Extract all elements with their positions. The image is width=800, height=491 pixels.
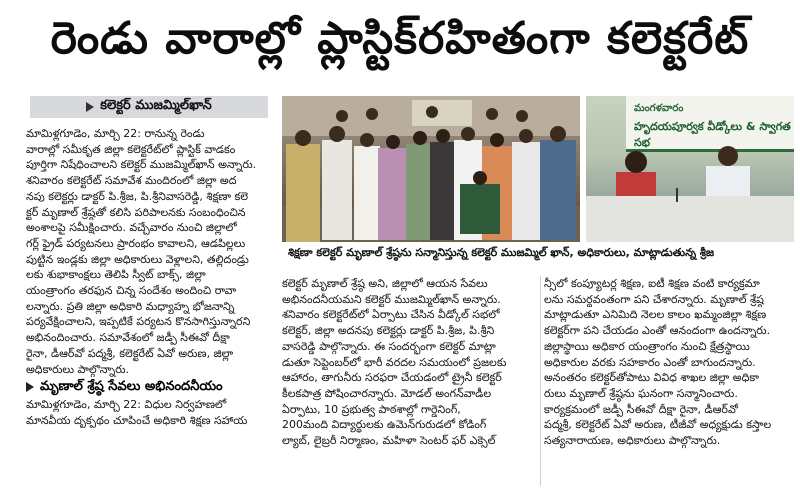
text-line: కలెక్టర్ మృణాల్ శ్రేష్ఠ అని, జిల్లాలో ఆయన సేవలు xyxy=(282,277,488,290)
text-line: పుట్టిన ఇండ్లకు జిల్లా అధికారులు వెళ్లాలని, తల్లిదండ్రు xyxy=(26,252,249,266)
speaker-photo xyxy=(586,96,794,242)
speaker-photo-illustration xyxy=(586,96,794,242)
triangle-bullet-icon xyxy=(86,102,94,112)
text-line: మానవీయ దృక్పథం చూపించే అధికారి శిక్షణ సహాయ xyxy=(26,413,248,427)
text-line: సత్యనారాయణ, అధికారులు పాల్గొన్నారు. xyxy=(544,434,721,448)
triangle-bullet-icon xyxy=(26,382,34,392)
text-line: పద్మశ్రీ, కలెక్టరేట్ ఏవో అరుణ, టీజీవో అధ్యక్షుడు కస్తాల xyxy=(544,418,772,432)
text-line: పూర్తిగా నిషేధించాలని కలెక్టర్ ముజమ్మిల్‌ఖాన్ అన్నారు. xyxy=(26,158,257,172)
photo-caption: శిక్షణా కలెక్టర్ మృణాల్ శ్రేష్ఠను సన్మానిస్తున్న కలెక్టర్ ముజమ్మిల్ ఖాన్, అధికారులు, మాట్లాడుతున్న శ్రీజ xyxy=(282,243,794,265)
text-line: శనివారం కలెక్టరేట్‌లో ఏర్పాటు చేసిన వీడ్కోల్ సభలో xyxy=(282,308,500,322)
text-line: అనంతరం కలెక్టర్‌తోపాటు వివిధ శాఖల జిల్లా అధికా xyxy=(544,371,759,385)
text-line: వారాల్లో సమీకృత జిల్లా కలెక్టరేట్‌లో ప్లాస్టిక్ వాడకం xyxy=(26,142,236,156)
text-line: శనివారం కలెక్టరేట్ సమావేశ మందిరంలో జిల్లా అద xyxy=(26,174,237,188)
text-line: ఆహారం, తాగునీరు సరఫరా చేయడంలో ట్రైనీ కలెక్టర్ xyxy=(282,371,502,385)
text-line: 200మంది విద్యార్థులకు ఉమెన్‌గురుడలో కోడింగ్ xyxy=(282,418,487,432)
text-line: మామిళ్లగూడెం, మార్చి 22: రానున్న రెండు xyxy=(26,127,205,140)
text-line: అధికారులు పాల్గొన్నారు. xyxy=(26,362,130,376)
text-line: లను సమర్థవంతంగా పని చేశారన్నారు. మృణాల్ శ్రేష్ఠ xyxy=(544,292,764,306)
subheading-text: మృణాల్ శ్రేష్ఠ సేవలు అభినందనీయం xyxy=(40,379,223,395)
article-column-1 xyxy=(26,126,276,488)
text-line: రులు మృణాల్ శ్రేష్ఠను ఘనంగా సన్మానించారు. xyxy=(544,386,738,400)
group-photo-illustration xyxy=(282,96,580,242)
text-line: గర్ల్ ఫ్రైడ్ పర్యటనలు ప్రారంభం కావాలని, ఆడపిల్లలు xyxy=(26,236,246,250)
subheading xyxy=(26,379,276,395)
text-line: వాసరెడ్డి పాల్గొన్నారు. ఈ సందర్భంగా కలెక్టర్ మాట్లా xyxy=(282,339,496,353)
text-line: డుతూ సెప్టెంబర్‌లో భారీ వరదల సమయంలో ప్రజలకు xyxy=(282,355,507,369)
text-line: లకు శుభాకాంక్షలు తెలిపి స్వీట్ బాక్స్, జిల్లా xyxy=(26,268,206,282)
text-line: అంశాలపై సమీక్షించారు. వచ్చేవారం నుంచి జిల్లాలో xyxy=(26,221,237,235)
text-line: కలెక్టర్, జిల్లా అదనపు కలెక్టర్లు డాక్టర్ పి.శ్రీజ, పి.శ్రీని xyxy=(282,324,495,338)
text-line: లన్నారు. ప్రతి జిల్లా అధికారి మధ్యాహ్న భోజనాన్ని xyxy=(26,299,235,313)
text-line: కలెక్టర్‌గా పని చేయడం ఎంతో ఆనందంగా ఉందన్నారు. xyxy=(544,324,771,338)
text-line: మాట్లాడుతూ ఎనిమిది నెలల కాలం ఖమ్మంజిల్లా శిక్షణ xyxy=(544,308,767,322)
text-line: నపు కలెక్టర్లు డాక్టర్ పి.శ్రీజ, పి.శ్రీనివాసరెడ్డి, శిక్షణా కలె xyxy=(26,189,249,203)
article-column-3 xyxy=(544,276,794,488)
byline: కలెక్టర్ ముజమ్మిల్‌ఖాన్ xyxy=(100,98,212,113)
text-line: రైనా, డీఆర్‌వో పద్మశ్రీ, కలెక్టరేట్ ఏవో అరుణ, జిల్లా xyxy=(26,346,234,360)
banner-line-1: మంగళవారం xyxy=(634,103,684,114)
article-column-2 xyxy=(282,276,537,488)
banner-line-2: హృదయపూర్వక వీడ్కోలు & స్వాగత సభ xyxy=(634,120,791,149)
text-line: యంత్రాంగం తరఫున చిన్న సందేశం అందించి రావా xyxy=(26,284,237,298)
group-photo xyxy=(282,96,580,242)
text-line: న్సీలో కంప్యూటర్ల శిక్షణ, ఐటీ శిక్షణ వంటి కార్యక్రమా xyxy=(544,277,760,290)
column-divider xyxy=(540,276,541,486)
text-line: అధికారుల వరకు సహకారం ఎంతో బాగుందన్నారు. xyxy=(544,355,756,369)
text-line: కీలకపాత్ర పోషించారన్నారు. మోడల్ అంగన్‌వాడీల xyxy=(282,386,492,400)
text-line: అభినందించారు. సమావేశంలో జడ్పీ సీఈవో దీక్షా xyxy=(26,331,230,345)
text-line: ల్యాబ్, లైబ్రరీ నిర్మాణం, మహిళా సెంటర్ ఫర్ ఎక్సెల్ xyxy=(282,434,496,448)
text-line: పర్యవేక్షించాలని, ఇప్పటికే పర్యటన కొనసాగిస్తున్నారని xyxy=(26,315,251,329)
text-line: జిల్లాస్థాయి అధికార యంత్రాంగం నుంచి క్షేత్రస్థాయి xyxy=(544,339,750,353)
text-line: క్టర్ మృణాల్ శ్రేష్ఠతో కలిసి పరిపాలనకు సంబంధించిన xyxy=(26,205,246,219)
byline-box xyxy=(30,96,268,118)
headline: రెండు వారాల్లో ప్లాస్టిక్‌రహితంగా కలెక్టరేట్ xyxy=(50,13,750,64)
text-line: అభినందనీయమని కలెక్టర్ ముజమ్మిల్‌ఖాన్ అన్నారు. xyxy=(282,292,501,306)
text-line: మామిళ్లగూడెం, మార్చి 22: విధుల నిర్వహణలో xyxy=(26,397,227,411)
text-line: ఏర్పాటు, 10 ప్రభుత్వ పాఠశాల్లో గార్డెనింగ్, xyxy=(282,402,461,416)
text-line: కార్యక్రమంలో జడ్పీ సీఈవో దీక్షా రైనా, డీఆర్‌వో xyxy=(544,402,738,416)
